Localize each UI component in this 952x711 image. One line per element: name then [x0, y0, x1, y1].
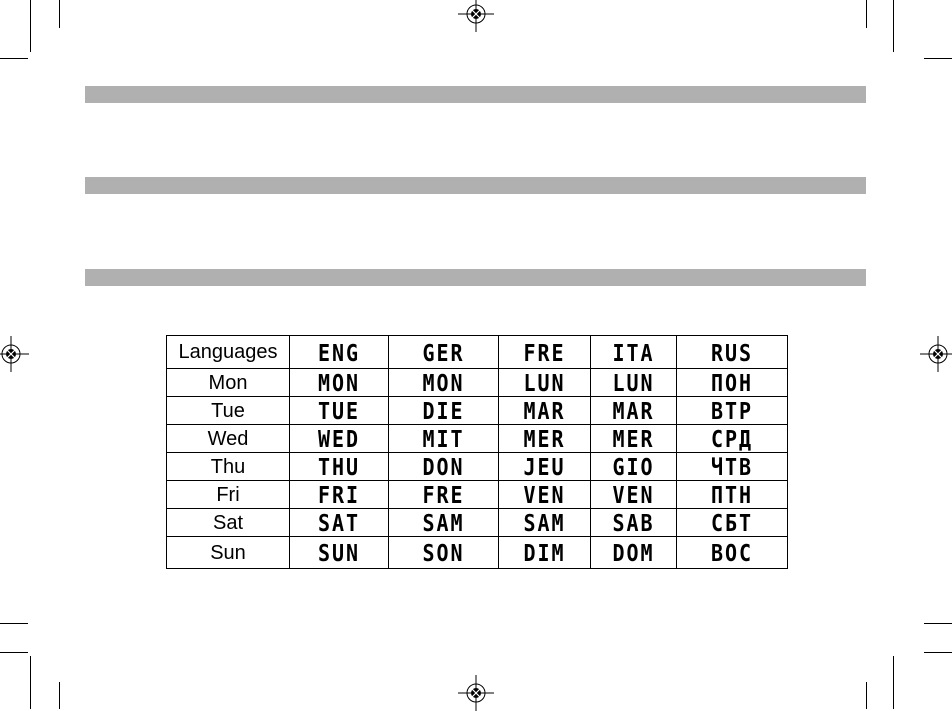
day-label: Thu	[167, 453, 290, 481]
crop-mark	[59, 682, 60, 709]
day-code: SON	[389, 534, 499, 571]
crop-mark	[924, 652, 952, 653]
day-code: ВОС	[677, 534, 788, 571]
day-code: MIT	[389, 422, 499, 454]
day-code: СРД	[677, 422, 788, 454]
table-header-row	[167, 336, 788, 369]
language-code: RUS	[677, 333, 788, 371]
day-code: MER	[591, 422, 677, 454]
day-code: TUE	[290, 394, 389, 426]
section-header-bar	[85, 86, 866, 103]
day-code: DIE	[389, 394, 499, 426]
crop-mark	[59, 0, 60, 28]
crop-mark	[866, 682, 867, 709]
day-code: ВТР	[677, 394, 788, 426]
language-code: GER	[389, 333, 499, 371]
table-row	[167, 369, 788, 397]
day-code: ПТН	[677, 478, 788, 510]
day-label: Mon	[167, 369, 290, 397]
day-code: MON	[290, 366, 389, 398]
crop-mark	[0, 58, 28, 59]
day-code: MER	[499, 422, 591, 454]
day-code: SAM	[499, 506, 591, 538]
day-label: Fri	[167, 481, 290, 509]
table-row	[167, 537, 788, 569]
day-code: ПОН	[677, 366, 788, 398]
table-row	[167, 453, 788, 481]
day-code: ЧТВ	[677, 450, 788, 482]
languages-header: Languages	[167, 336, 290, 369]
registration-mark-icon	[920, 336, 952, 372]
language-code: FRE	[499, 333, 591, 371]
crop-mark	[0, 652, 28, 653]
day-code: THU	[290, 450, 389, 482]
day-code: FRE	[389, 478, 499, 510]
section-header-bar	[85, 177, 866, 194]
crop-mark	[30, 656, 31, 709]
day-code: DIM	[499, 534, 591, 571]
crop-mark	[893, 656, 894, 709]
day-code: MAR	[499, 394, 591, 426]
table-row	[167, 425, 788, 453]
day-code: LUN	[499, 366, 591, 398]
day-code: LUN	[591, 366, 677, 398]
language-code: ITA	[591, 333, 677, 371]
table-row	[167, 397, 788, 425]
day-label: Sat	[167, 509, 290, 537]
crop-mark	[30, 0, 31, 52]
day-code: MAR	[591, 394, 677, 426]
day-code: SUN	[290, 534, 389, 571]
crop-mark	[893, 0, 894, 52]
day-code: SAT	[290, 506, 389, 538]
weekday-language-table	[166, 335, 788, 569]
day-code: DON	[389, 450, 499, 482]
day-code: MON	[389, 366, 499, 398]
crop-mark	[0, 623, 28, 624]
crop-mark	[924, 623, 952, 624]
day-code: JEU	[499, 450, 591, 482]
day-code: GIO	[591, 450, 677, 482]
day-label: Sun	[167, 537, 290, 569]
day-label: Tue	[167, 397, 290, 425]
day-code: VEN	[591, 478, 677, 510]
registration-mark-icon	[458, 675, 494, 711]
day-code: FRI	[290, 478, 389, 510]
day-code: СБТ	[677, 506, 788, 538]
crop-mark	[924, 58, 952, 59]
language-code: ENG	[290, 333, 389, 371]
day-label: Wed	[167, 425, 290, 453]
crop-mark	[866, 0, 867, 28]
day-code: WED	[290, 422, 389, 454]
day-code: SAB	[591, 506, 677, 538]
registration-mark-icon	[0, 336, 29, 372]
day-code: DOM	[591, 534, 677, 571]
registration-mark-icon	[458, 0, 494, 32]
day-code: SAM	[389, 506, 499, 538]
section-header-bar	[85, 269, 866, 286]
table-row	[167, 481, 788, 509]
day-code: VEN	[499, 478, 591, 510]
table-row	[167, 509, 788, 537]
